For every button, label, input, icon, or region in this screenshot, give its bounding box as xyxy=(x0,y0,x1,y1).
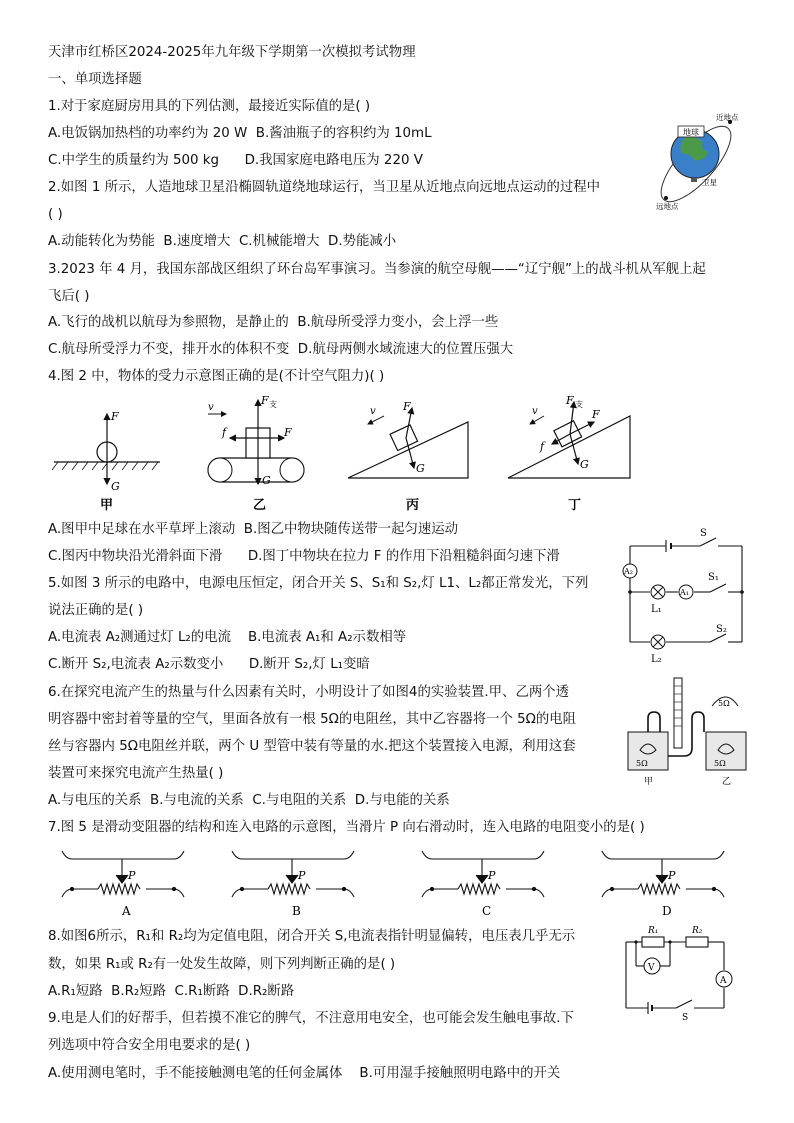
q2-stem: 2.如图 1 所示，人造地球卫星沿椭圆轨道绕地球运行，当卫星从近地点向远地点运动的过程中 xyxy=(48,180,601,195)
q9-line2: 列选项中符合安全用电要求的是( ) xyxy=(48,1038,251,1053)
diagram-jia xyxy=(52,410,160,513)
q6-options: A.与电压的关系 B.与电流的关系 C.与电阻的关系 D.与电能的关系 xyxy=(48,793,450,808)
svg-text:S₂: S₂ xyxy=(716,624,727,635)
q1-stem: 1.对于家庭厨房用具的下列估测，最接近实际值的是( ) xyxy=(48,99,371,114)
container-yi xyxy=(706,732,746,770)
svg-text:F: F xyxy=(403,400,411,413)
diagram-bing xyxy=(348,400,468,513)
figure-5-rheostats xyxy=(48,845,738,921)
q4-stem: 4.图 2 中，物体的受力示意图正确的是(不计空气阻力)( ) xyxy=(48,369,385,384)
svg-text:L₁: L₁ xyxy=(651,604,662,615)
svg-text:5Ω: 5Ω xyxy=(636,759,648,768)
q3-stem: 3.2023 年 4 月，我国东部战区组织了环台岛军事演习。当参演的航空母舰——“辽宁舰”上的战斗机从军舰上起 xyxy=(48,262,706,277)
page-title: 天津市红桥区2024-2025年九年级下学期第一次模拟考试物理 xyxy=(48,45,416,60)
q3-stem-cont: 飞后( ) xyxy=(48,289,90,304)
q1-options-ab: A.电饭锅加热档的功率约为 20 W B.酱油瓶子的容积约为 10mL xyxy=(48,126,432,141)
q9-line1: 9.电是人们的好帮手，但若摸不准它的脾气，不注意用电安全，也可能会发生触电事故.下 xyxy=(48,1011,574,1026)
svg-text:乙: 乙 xyxy=(722,777,732,787)
svg-text:G: G xyxy=(111,480,120,493)
svg-text:甲: 甲 xyxy=(644,777,654,787)
label-bing: 丙 xyxy=(406,498,420,513)
q6-line1: 6.在探究电流产生的热量与什么因素有关时，小明设计了如图4的实验装置.甲、乙两个透 xyxy=(48,685,570,700)
rheostat-b-label: B xyxy=(292,904,301,918)
svg-text:L₂: L₂ xyxy=(651,654,662,665)
figure-6-circuit xyxy=(614,922,742,1022)
label-ding: 丁 xyxy=(568,498,582,513)
q1-options-cd: C.中学生的质量约为 500 kg D.我国家庭电路电压为 220 V xyxy=(48,153,423,168)
svg-text:F: F xyxy=(261,394,269,407)
q9-options-ab: A.使用测电笔时，手不能接触测电笔的任何金属体 B.可用湿手接触照明电路中的开关 xyxy=(48,1066,561,1081)
apogee-point xyxy=(664,196,668,200)
q8-line1: 8.如图6所示，R₁和 R₂均为定值电阻，闭合开关 S,电流表指针明显偏转，电压表几乎无示 xyxy=(48,929,576,944)
q3-options-cd: C.航母所受浮力不变，排开水的体积不变 D.航母两侧水域流速大的位置压强大 xyxy=(48,342,514,357)
svg-text:R₁: R₁ xyxy=(648,926,659,936)
svg-text:v: v xyxy=(532,406,538,417)
q6-line3: 丝与容器内 5Ω电阻丝并联，两个 U 型管中装有等量的水.把这个装置接入电源，利用这套 xyxy=(48,739,576,754)
svg-text:S: S xyxy=(700,528,707,539)
svg-text:R₂: R₂ xyxy=(692,926,703,936)
rheostat-a-label: A xyxy=(122,904,131,918)
figure-3-circuit xyxy=(620,528,750,668)
svg-text:f: f xyxy=(540,440,545,453)
svg-text:支: 支 xyxy=(575,400,583,409)
q6-line4: 装置可来探究电流产生热量( ) xyxy=(48,766,224,781)
figure-1-satellite-orbit xyxy=(650,108,750,212)
figure-2-force-diagrams xyxy=(48,392,648,514)
q4-options-cd: C.图丙中物块沿光滑斜面下滑 D.图丁中物块在拉力 F 的作用下沿粗糙斜面匀速下滑 xyxy=(48,549,560,564)
diagram-yi xyxy=(208,394,304,513)
earth-label: 地球 xyxy=(683,128,699,137)
svg-text:v: v xyxy=(370,406,376,417)
svg-text:F: F xyxy=(284,426,292,439)
svg-text:G: G xyxy=(262,474,271,487)
apogee-label: 远地点 xyxy=(656,202,679,211)
svg-text:F: F xyxy=(592,408,600,421)
rheostat-d-label: D xyxy=(662,904,672,918)
figure-4-apparatus xyxy=(618,676,758,792)
q2-options: A.动能转化为势能 B.速度增大 C.机械能增大 D.势能减小 xyxy=(48,234,397,249)
svg-text:G: G xyxy=(416,462,425,475)
svg-text:支: 支 xyxy=(269,400,277,409)
q8-options: A.R₁短路 B.R₂短路 C.R₁断路 D.R₂断路 xyxy=(48,984,295,999)
svg-text:F: F xyxy=(111,410,119,423)
q3-options-ab: A.飞行的战机以航母为参照物，是静止的 B.航母所受浮力变小，会上浮一些 xyxy=(48,315,499,330)
svg-text:5Ω: 5Ω xyxy=(718,699,730,708)
svg-text:P: P xyxy=(298,869,306,882)
svg-text:v: v xyxy=(208,402,214,413)
q4-options-ab: A.图甲中足球在水平草坪上滚动 B.图乙中物块随传送带一起匀速运动 xyxy=(48,522,459,537)
q6-line2: 明容器中密封着等量的空气，里面各放有一根 5Ω的电阻丝，其中乙容器将一个 5Ω的电阻 xyxy=(48,712,577,727)
label-yi: 乙 xyxy=(253,498,267,513)
satellite-label: 卫星 xyxy=(702,178,717,187)
svg-text:P: P xyxy=(128,869,136,882)
q8-line2: 数，如果 R₁或 R₂有一处发生故障，则下列判断正确的是( ) xyxy=(48,957,396,972)
svg-text:S₁: S₁ xyxy=(708,572,719,583)
section-heading: 一、单项选择题 xyxy=(48,72,142,87)
satellite-icon xyxy=(691,178,697,182)
svg-text:A₁: A₁ xyxy=(680,588,689,597)
q5-options-ab: A.电流表 A₂测通过灯 L₂的电流 B.电流表 A₁和 A₂示数相等 xyxy=(48,630,407,645)
rheostat-c-label: C xyxy=(482,904,492,918)
container-jia xyxy=(628,732,668,770)
q5-stem-cont: 说法正确的是( ) xyxy=(48,603,144,618)
svg-text:A: A xyxy=(720,976,727,986)
perigee-label: 近地点 xyxy=(716,113,739,122)
svg-text:V: V xyxy=(648,963,655,973)
svg-text:F: F xyxy=(566,394,574,407)
svg-text:P: P xyxy=(668,869,676,882)
svg-text:P: P xyxy=(488,869,496,882)
svg-text:f: f xyxy=(222,426,227,439)
q2-stem-cont: ( ) xyxy=(48,207,63,222)
q5-options-cd: C.断开 S₂,电流表 A₂示数变小 D.断开 S₂,灯 L₁变暗 xyxy=(48,657,370,672)
label-jia: 甲 xyxy=(100,498,114,513)
q7-stem: 7.图 5 是滑动变阻器的结构和连入电路的示意图，当滑片 P 向右滑动时，连入电路的电阻变小的是( ) xyxy=(48,820,645,835)
svg-text:A₂: A₂ xyxy=(624,567,633,576)
svg-text:S: S xyxy=(682,1013,689,1022)
svg-text:5Ω: 5Ω xyxy=(714,759,726,768)
q5-stem: 5.如图 3 所示的电路中，电源电压恒定，闭合开关 S、S₁和 S₂,灯 L1、L₂都正常发光，下列 xyxy=(48,576,589,591)
svg-text:G: G xyxy=(580,458,589,471)
diagram-ding xyxy=(508,394,630,513)
